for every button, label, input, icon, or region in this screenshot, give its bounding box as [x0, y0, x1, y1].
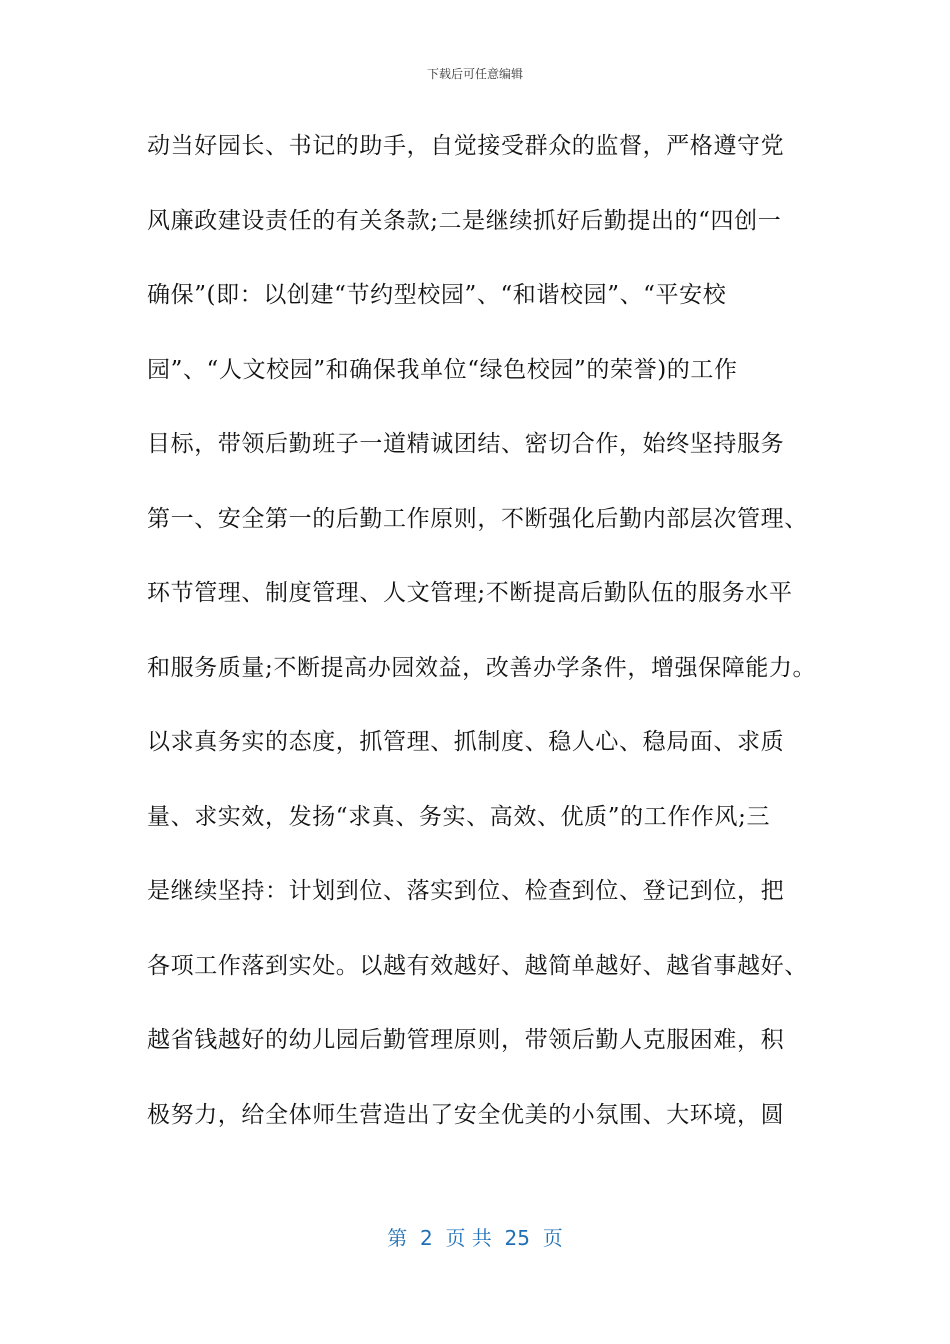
- body-line: 量、求实效，发扬“求真、务实、高效、优质”的工作作风;三: [147, 803, 771, 830]
- document-body: [147, 118, 827, 1161]
- body-line: 目标，带领后勤班子一道精诚团结、密切合作，始终坚持服务: [147, 431, 785, 457]
- footer-current-page: 2: [420, 1226, 433, 1250]
- footer-prefix: 第: [387, 1226, 420, 1250]
- footer-suffix: 页: [529, 1226, 563, 1250]
- body-line: 风廉政建设责任的有关条款;二是继续抓好后勤提出的“四创一: [147, 207, 782, 234]
- body-line: 动当好园长、书记的助手，自觉接受群众的监督，严格遵守党: [147, 133, 785, 159]
- body-line: 极努力，给全体师生营造出了安全优美的小氛围、大环境，圆: [147, 1101, 785, 1128]
- body-line: 以求真务实的态度，抓管理、抓制度、稳人心、稳局面、求质: [147, 729, 785, 755]
- body-line: 和服务质量;不断提高办园效益，改善办学条件，增强保障能力。: [147, 654, 817, 681]
- footer-total-pages: 25: [504, 1226, 530, 1250]
- page-footer: [0, 1224, 950, 1252]
- footer-middle: 页 共: [432, 1226, 505, 1250]
- page-header-note: 下载后可任意编辑: [426, 67, 523, 81]
- body-line: 园”、“人文校园”和确保我单位“绿色校园”的荣誉)的工作: [147, 356, 738, 383]
- body-line: 确保”(即：以创建“节约型校园”、“和谐校园”、“平安校: [147, 282, 727, 308]
- body-line: 第一、安全第一的后勤工作原则，不断强化后勤内部层次管理、: [147, 505, 808, 532]
- body-line: 各项工作落到实处。以越有效越好、越简单越好、越省事越好、: [147, 952, 808, 979]
- body-line: 环节管理、制度管理、人文管理;不断提高后勤队伍的服务水平: [147, 580, 793, 606]
- body-line: 越省钱越好的幼儿园后勤管理原则，带领后勤人克服困难，积: [147, 1027, 785, 1053]
- body-line: 是继续坚持：计划到位、落实到位、检查到位、登记到位，把: [147, 878, 785, 904]
